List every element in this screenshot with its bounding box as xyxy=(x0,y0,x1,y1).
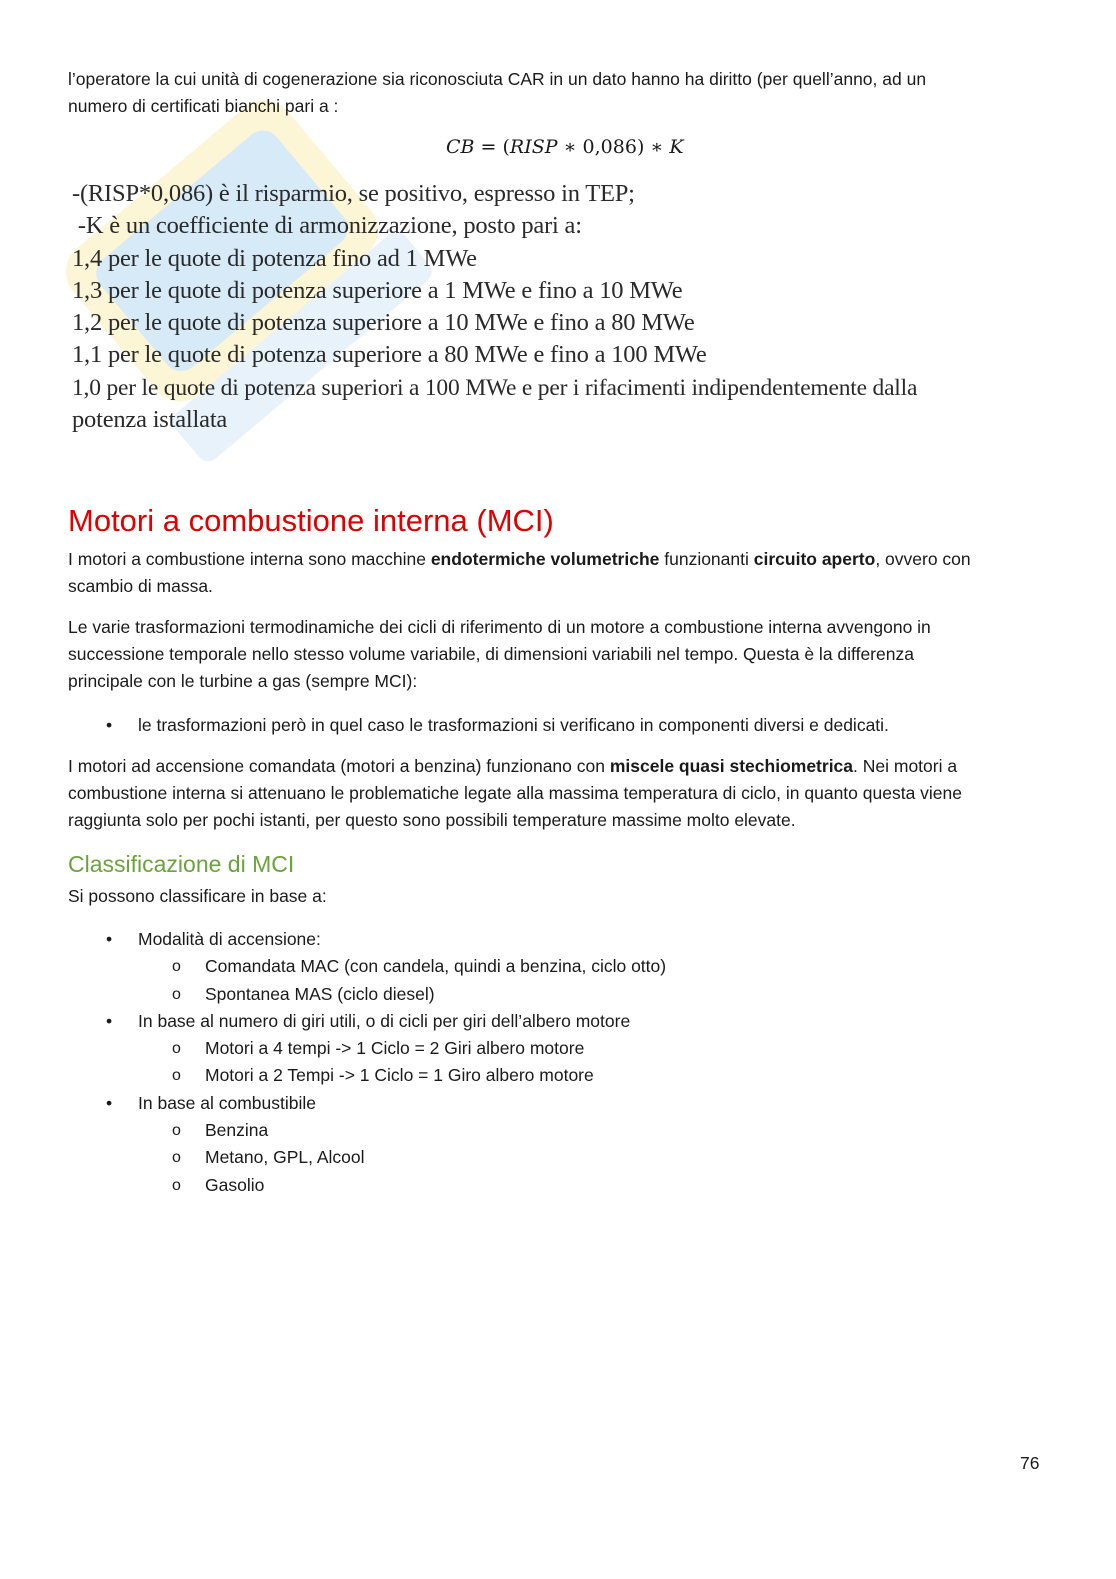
sub-list-item: o Gasolio xyxy=(138,1172,1048,1199)
scan-line: 1,4 per le quote di potenza fino ad 1 MWe xyxy=(72,244,477,272)
intro-paragraph xyxy=(68,66,1048,120)
heading-classificazione: Classificazione di MCI xyxy=(68,851,295,877)
sub-list xyxy=(138,953,1048,1008)
intro-line-1: l’operatore la cui unità di cogenerazione sia riconosciuta CAR in un dato hanno ha diritto (per quell’anno, ad un xyxy=(68,69,927,89)
scan-line: 1,0 per le quote di potenza superiori a 100 MWe e per i rifacimenti indipendentemente dalla xyxy=(72,374,918,401)
p1-bold-circuito: circuito aperto xyxy=(753,549,876,569)
paragraph-accensione xyxy=(68,753,1048,834)
p1-line-2: scambio di massa. xyxy=(68,576,213,596)
scan-line: 1,3 per le quote di potenza superiore a 1 MWe e fino a 10 MWe xyxy=(72,276,683,304)
cb-formula xyxy=(446,136,684,158)
scan-line: -K è un coefficiente di armonizzazione, posto pari a: xyxy=(72,212,582,240)
p2-line-1: Le varie trasformazioni termodinamiche dei cicli di riferimento di un motore a combustione interna avvengono in xyxy=(68,617,931,637)
formula-close: ) ∗ xyxy=(636,136,670,158)
sub-list xyxy=(138,1035,1048,1090)
p1-text: I motori a combustione interna sono macchine xyxy=(68,549,431,569)
p3-text: I motori ad accensione comandata (motori a benzina) funzionano con xyxy=(68,756,610,776)
list-item xyxy=(68,1090,1048,1199)
list-item-text: In base al numero di giri utili, o di cicli per giri dell’albero motore xyxy=(138,1010,631,1031)
p1-bold-endotermiche: endotermiche volumetriche xyxy=(430,549,660,569)
list-item-text: le trasformazioni però in quel caso le trasformazioni si verificano in componenti diversi e dedicati. xyxy=(138,715,889,735)
intro-line-2: numero di certificati bianchi pari a : xyxy=(68,96,339,116)
sub-list-item: o Motori a 2 Tempi -> 1 Ciclo = 1 Giro albero motore xyxy=(138,1062,1048,1089)
p3-bold-miscele: miscele quasi stechiometrica xyxy=(609,756,854,776)
p2-line-3: principale con le turbine a gas (sempre MCI): xyxy=(68,671,418,691)
p1-text: , ovvero con xyxy=(875,549,971,569)
formula-lhs: CB xyxy=(446,136,475,158)
paragraph-classificare: Si possono classificare in base a: xyxy=(68,886,327,906)
classification-list xyxy=(68,926,1048,1199)
p3-text: . Nei motori a xyxy=(853,756,958,776)
list-item-text: Modalità di accensione: xyxy=(138,929,321,949)
list-item-text: In base al combustibile xyxy=(138,1092,317,1113)
scan-line: potenza istallata xyxy=(72,406,228,434)
scan-line: -(RISP*0,086) è il risparmio, se positivo, espresso in TEP; xyxy=(72,180,635,207)
list-item xyxy=(68,926,1048,1008)
heading-mci: Motori a combustione interna (MCI) xyxy=(68,503,554,538)
sub-list-item: o Motori a 4 tempi -> 1 Ciclo = 2 Giri albero motore xyxy=(138,1035,1048,1062)
list-item xyxy=(68,712,1048,739)
bullet-list-turbine xyxy=(68,712,1048,739)
p2-line-2: successione temporale nello stesso volume variabile, di dimensioni variabili nel tempo. Questa è la differenza xyxy=(68,644,914,664)
sub-list-item: o Benzina xyxy=(138,1117,1048,1144)
formula-risp: RISP xyxy=(509,136,558,158)
formula-mult: ∗ xyxy=(557,136,583,158)
paragraph-trasformazioni xyxy=(68,614,1048,695)
p3-line-3: raggiunta solo per pochi istanti, per questo sono possibili temperature massime molto elevate. xyxy=(68,810,796,830)
paragraph-mci-definition xyxy=(68,546,1048,600)
list-item xyxy=(68,1008,1048,1090)
formula-number: 0,086 xyxy=(582,136,637,158)
formula-eq: = ( xyxy=(474,136,510,158)
formula-k: K xyxy=(669,136,684,158)
sub-list-item: o Comandata MAC (con candela, quindi a benzina, ciclo otto) xyxy=(138,953,1048,980)
sub-list xyxy=(138,1117,1048,1199)
page-number: 76 xyxy=(1020,1453,1040,1473)
scanned-coefficient-list xyxy=(72,178,1052,436)
p3-line-2: combustione interna si attenuano le problematiche legate alla massima temperatura di ciclo, in quanto questa viene xyxy=(68,783,962,803)
sub-list-item: o Spontanea MAS (ciclo diesel) xyxy=(138,981,1048,1008)
scan-line: 1,2 per le quote di potenza superiore a 10 MWe e fino a 80 MWe xyxy=(72,309,695,337)
scan-line: 1,1 per le quote di potenza superiore a 80 MWe e fino a 100 MWe xyxy=(72,341,707,369)
sub-list-item: o Metano, GPL, Alcool xyxy=(138,1144,1048,1171)
p1-text: funzionanti xyxy=(659,549,754,569)
